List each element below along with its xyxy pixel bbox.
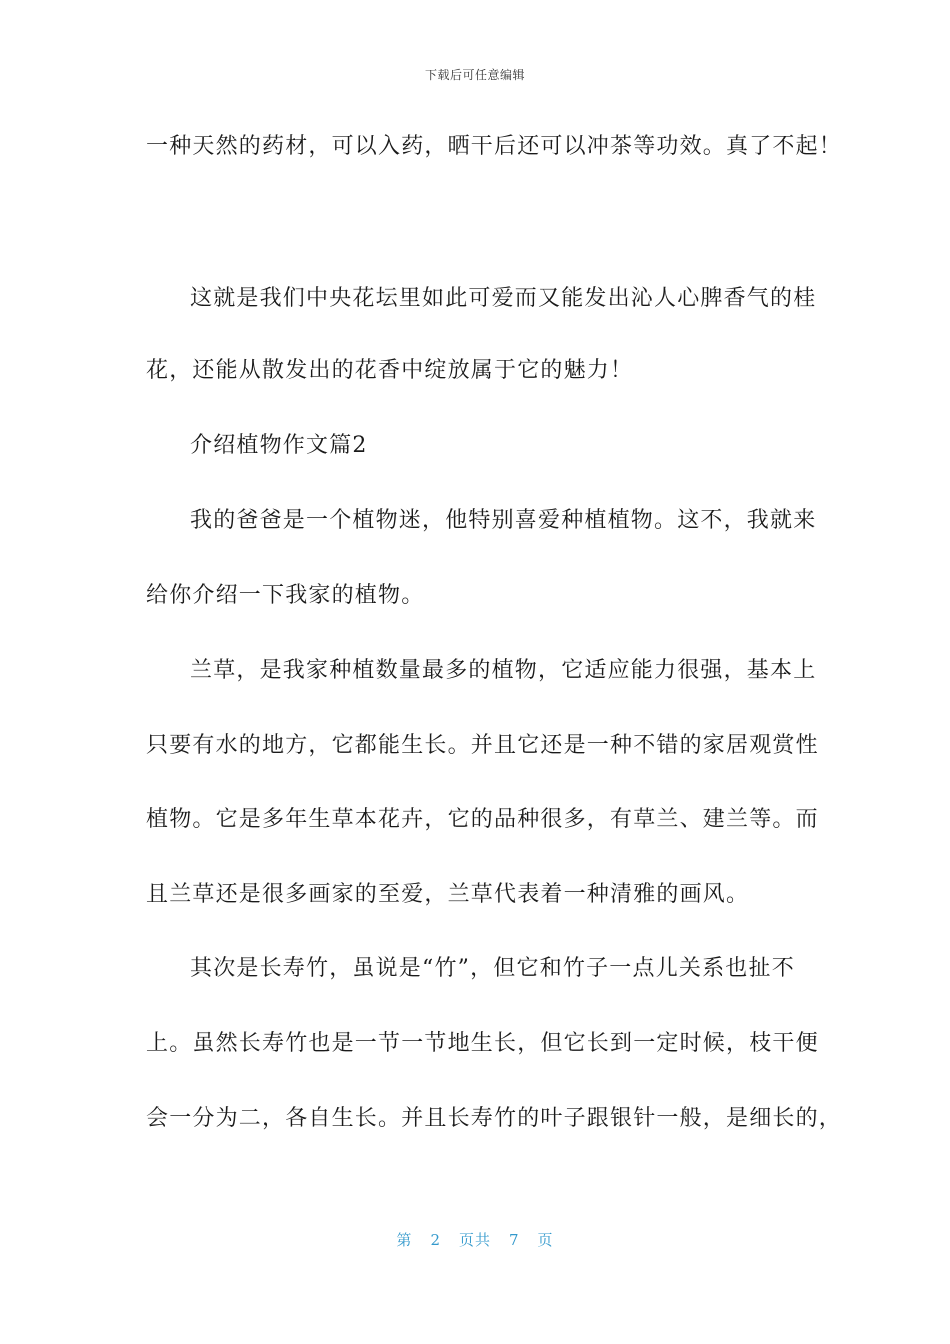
section-heading: 介绍植物作文篇2 <box>190 433 368 458</box>
page-total: 7 <box>509 1231 520 1249</box>
page-footer <box>0 1229 950 1250</box>
page-number: 2 <box>430 1231 441 1249</box>
text-line: 会一分为二，各自生长。并且长寿竹的叶子跟银针一般，是细长的， <box>146 1106 843 1131</box>
text-line: 一种天然的药材，可以入药，晒干后还可以冲茶等功效。真了不起！ <box>146 134 843 159</box>
text-line: 花，还能从散发出的花香中绽放属于它的魅力！ <box>146 358 634 383</box>
paragraph-start-line: 兰草，是我家种植数量最多的植物，它适应能力很强，基本上 <box>190 658 817 683</box>
paragraph-start-line: 我的爸爸是一个植物迷，他特别喜爱种植植物。这不，我就来 <box>190 508 817 533</box>
text-line: 且兰草还是很多画家的至爱，兰草代表着一种清雅的画风。 <box>146 882 750 907</box>
header-note: 下载后可任意编辑 <box>424 68 525 82</box>
paragraph-start-line: 这就是我们中央花坛里如此可爱而又能发出沁人心脾香气的桂 <box>190 286 817 311</box>
text-line: 只要有水的地方，它都能生长。并且它还是一种不错的家居观赏性 <box>146 733 819 758</box>
text-line: 上。虽然长寿竹也是一节一节地生长，但它长到一定时候，枝干便 <box>146 1031 819 1056</box>
page-prefix: 第 <box>396 1231 413 1249</box>
paragraph-start-line: 其次是长寿竹，虽说是“竹”，但它和竹子一点儿关系也扯不 <box>190 956 795 981</box>
text-line: 植物。它是多年生草本花卉，它的品种很多，有草兰、建兰等。而 <box>146 807 819 832</box>
page-middle: 页共 <box>458 1231 491 1249</box>
page-suffix: 页 <box>537 1231 554 1249</box>
text-line: 给你介绍一下我家的植物。 <box>146 583 425 608</box>
